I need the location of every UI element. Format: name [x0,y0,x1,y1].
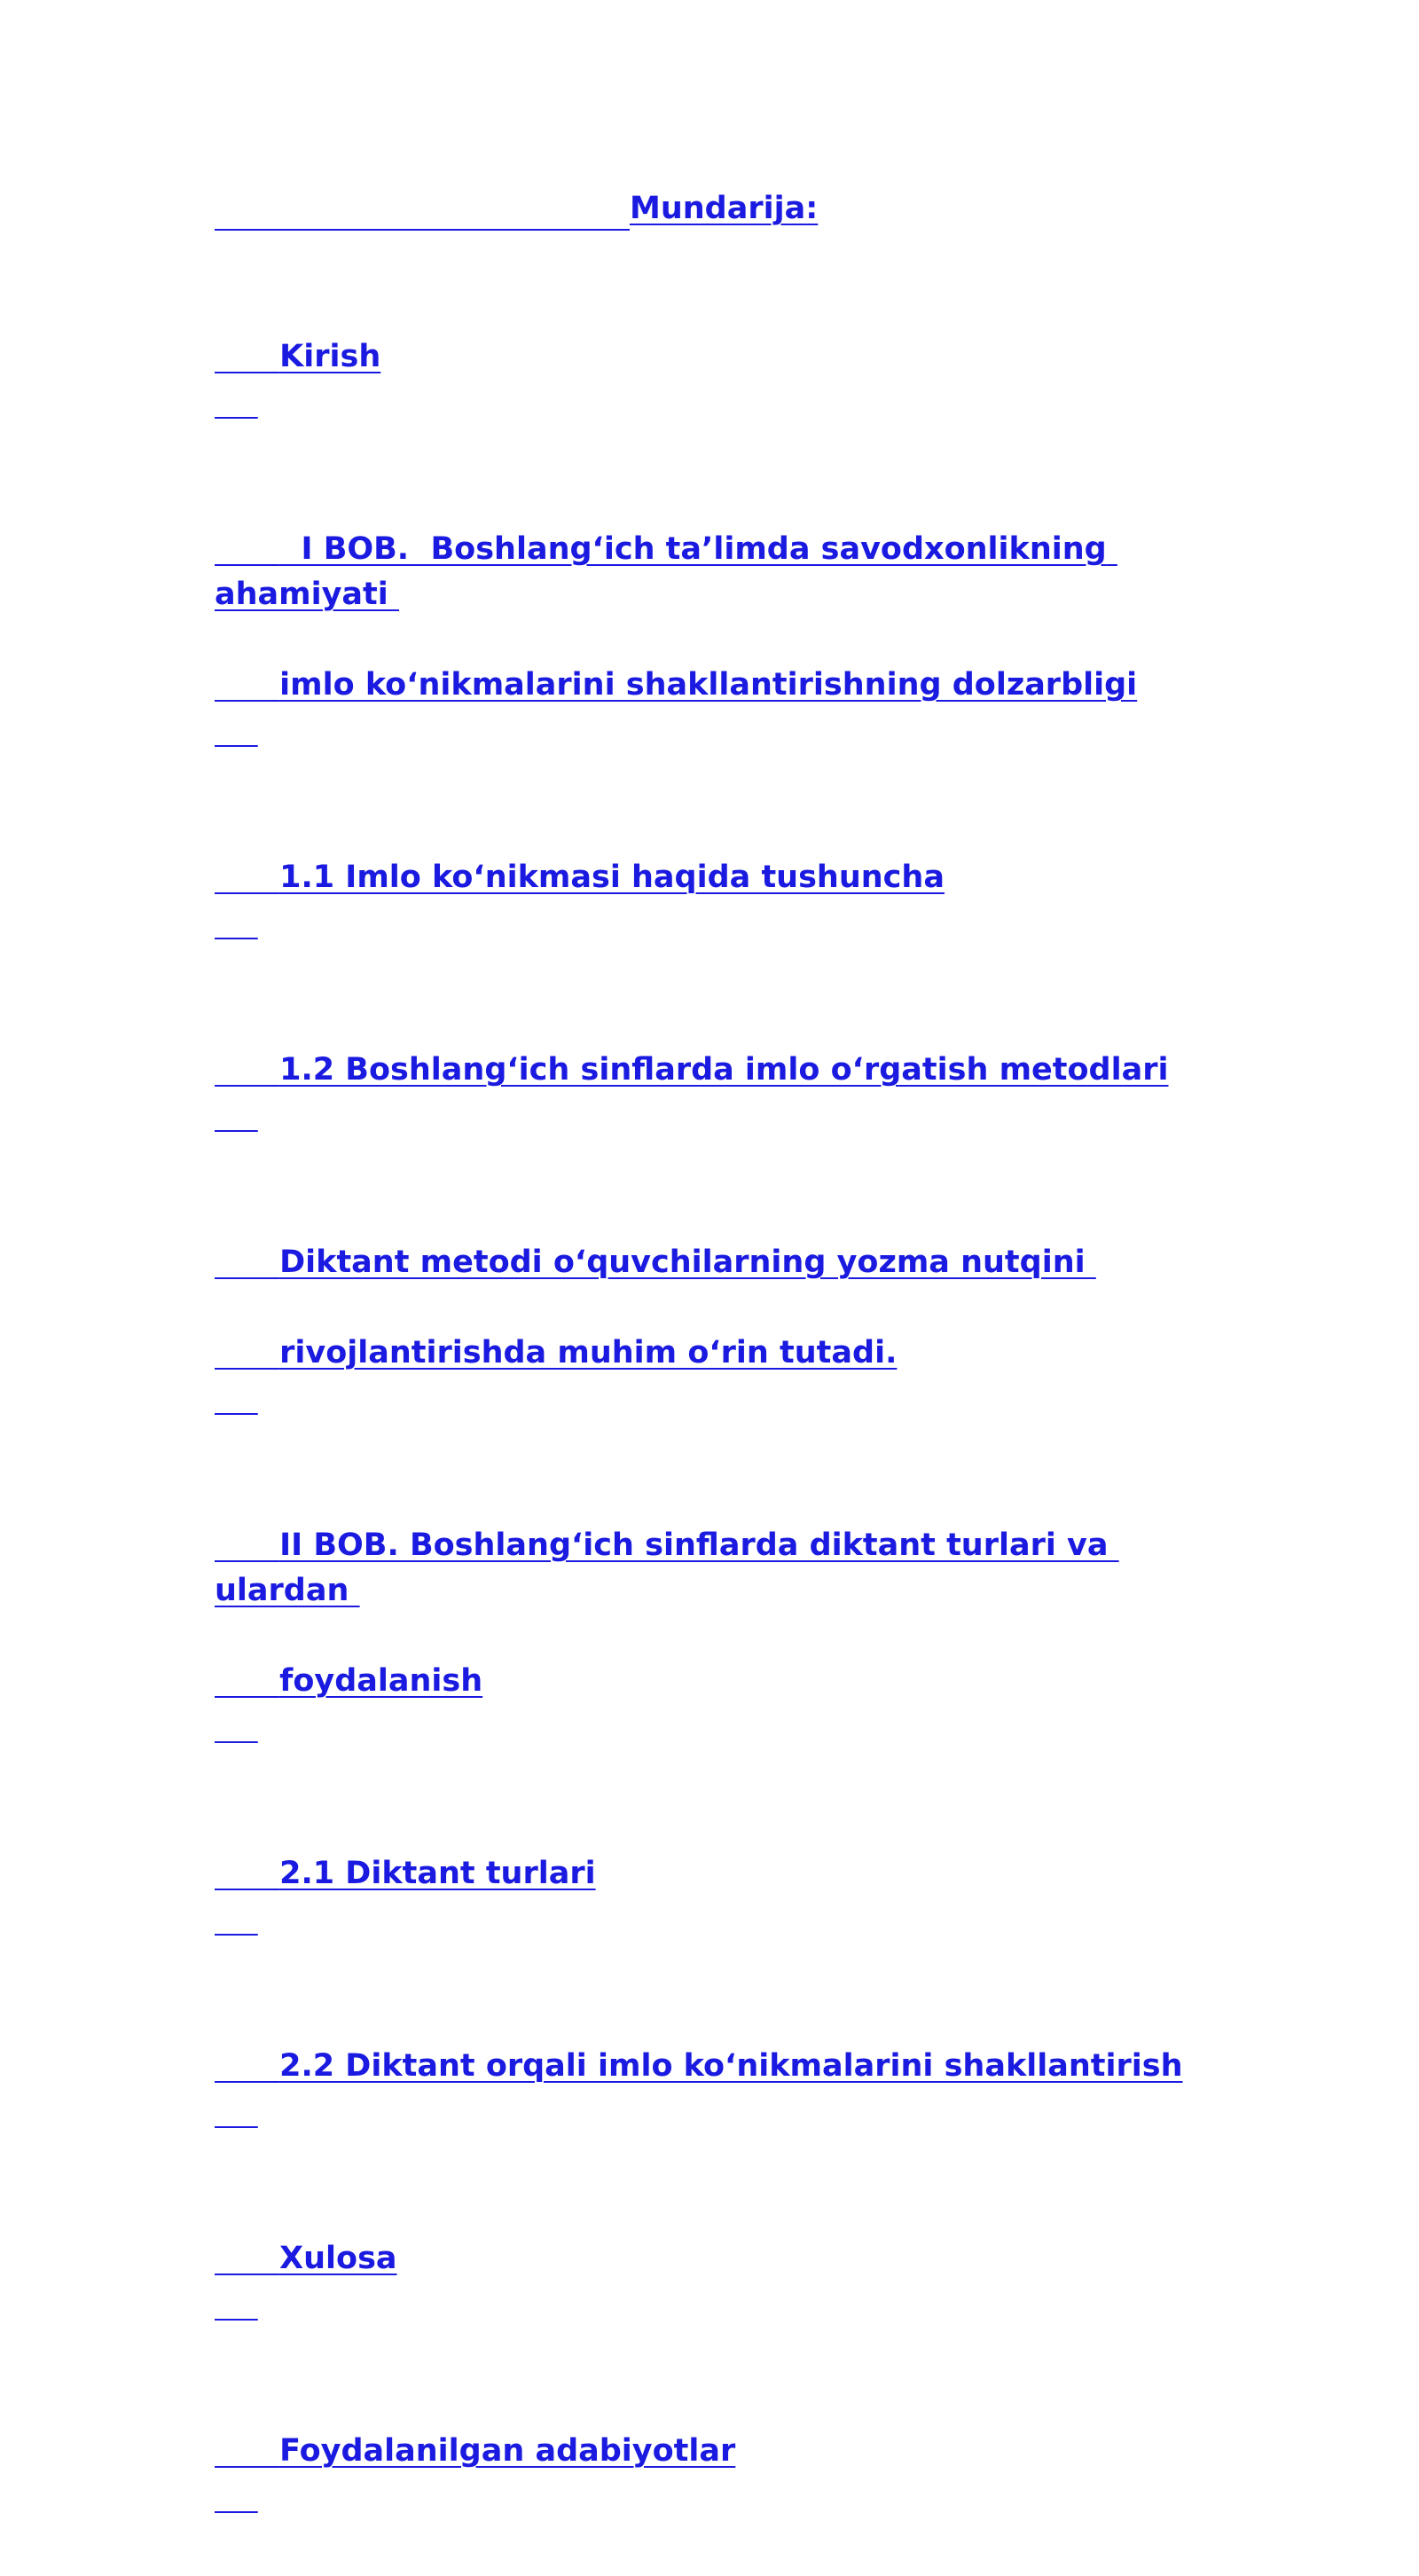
toc-entry-chapter-1[interactable] [215,482,1235,753]
toc-entry-line: I BOB. Boshlang‘ich ta’limda savodxonlikning ahamiyati [215,531,1117,612]
toc-entry-chapter-2[interactable] [215,1478,1235,1749]
toc-entry-line: 2.2 Diktant orqali imlo ko‘nikmalarini shakllantirish [279,2048,1183,2084]
toc-title: Mundarija: [630,191,819,226]
toc-entry-line: Foydalanilgan adabiyotlar [279,2433,736,2469]
toc-entry-xulosa[interactable] [215,2191,1235,2327]
toc-entry-line: Diktant metodi o‘quvchilarning yozma nutqini [279,1245,1096,1280]
toc-entry-line: Kirish [279,339,381,374]
toc-entry-line: 1.2 Boshlang‘ich sinflarda imlo o‘rgatish metodlari [279,1052,1169,1088]
table-of-contents [215,186,1235,2576]
toc-entry-line: rivojlantirishda muhim o‘rin tutadi. [279,1335,898,1370]
toc-entry-line: II BOB. Boshlang‘ich sinflarda diktant turlari va ulardan [215,1528,1119,1608]
toc-entry-line: imlo ko‘nikmalarini shakllantirishning dolzarbligi [279,667,1138,703]
toc-entry-section-1-2[interactable] [215,1002,1235,1138]
toc-entry-adabiyotlar[interactable] [215,2384,1235,2519]
toc-title-row [215,186,1235,231]
toc-entry-kirish[interactable] [215,289,1235,425]
toc-entry-section-1-1[interactable] [215,810,1235,946]
toc-entry-section-2-2[interactable] [215,1999,1235,2134]
toc-entry-line: 2.1 Diktant turlari [279,1856,596,1891]
toc-entry-section-2-1[interactable] [215,1806,1235,1942]
toc-entry-diktant-metodi[interactable] [215,1195,1235,1421]
toc-title-leader-line [215,190,630,231]
toc-entry-line: foydalanish [279,1663,483,1699]
toc-entry-line: 1.1 Imlo ko‘nikmasi haqida tushuncha [279,860,945,895]
toc-entry-line: Xulosa [279,2241,397,2276]
